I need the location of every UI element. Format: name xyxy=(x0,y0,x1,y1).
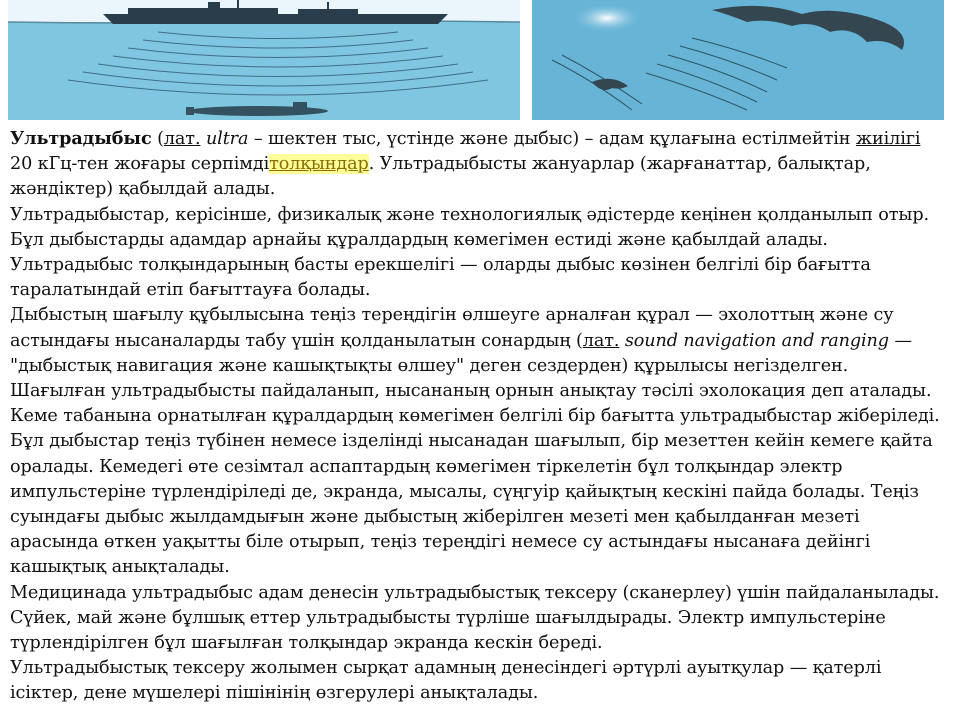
paragraph-directionality: Ультрадыбыс толқындарының басты ерекшелігі — оларды дыбыс көзінен белгілі бір бағытта таралатындай етіп бағыттауға болады. xyxy=(10,255,871,301)
link-frequency[interactable]: жиілігі xyxy=(855,129,921,149)
bat-echolocation-illustration xyxy=(532,0,944,120)
paragraph-applications: Ультрадыбыстар, керісінше, физикалық және технологиялық әдістерде кеңінен қолданылып отыр. Бұл дыбыстарды адамдар арнайы құралдардың көмегімен естиді және қабылдай алады. xyxy=(10,204,929,250)
text-run: ( xyxy=(151,129,164,149)
sonar-ship-illustration xyxy=(8,0,520,120)
link-waves[interactable]: толқындар xyxy=(269,154,369,175)
paragraph-medicine: Медицинада ультрадыбыс адам денесін ультрадыбыстық тексеру (сканерлеу) үшін пайдаланылады. Сүйек, май және бұлшық еттер ультрадыбысты түрліше шағылдырады. Электр импульстеріне түрлендірілген бұл шағылған толқындар экранда кескін береді. xyxy=(10,582,940,654)
paragraph-definition xyxy=(10,126,945,203)
sonar-acronym-expansion: sound navigation and ranging xyxy=(624,330,889,351)
text-run: 20 кГц-тен жоғары серпімді xyxy=(10,154,270,175)
text-run: . Ультрадыбысты жануарлар (жарғанаттар, балықтар, жәндіктер) қабылдай алады. xyxy=(10,154,871,200)
document-body xyxy=(10,126,945,707)
latin-word-ultra: ultra xyxy=(205,129,249,149)
paragraph-sonar xyxy=(10,303,945,580)
link-lat-sonar[interactable]: лат. xyxy=(582,330,620,351)
paragraph-diagnostics: Ультрадыбыстық тексеру жолымен сырқат адамның денесіндегі әртүрлі ауытқулар — қатерлі ісіктер, дене мүшелері пішінінің өзгерулері анықталады. xyxy=(10,658,882,704)
text-run: – шектен тыс, үстінде және дыбыс) – адам құлағына естілмейтін xyxy=(248,129,856,149)
link-lat[interactable]: лат. xyxy=(163,129,201,149)
text-run: — "дыбыстық навигация және кашықтықты өлшеу" деген сездерден) құрылысы негізделген. Шағылған ультрадыбысты пайдаланып, нысананың орнын анықтау тәсілі эхолокация деп аталады. Кеме табанына орнатылған құралдардың көмегімен белгілі бір бағытта ультрадыбыстар жіберіледі. Бұл дыбыстар теңіз түбінен немесе ізделінді нысанадан шағылып, бір мезеттен кейін кемеге қайта оралады. Кемедегі өте сезімтал аспаптардың көмегімен тіркелетін бұл толқындар электр импульстеріне түрлендіріледі де, экранда, мысалы, сүңгуір қайықтың кескіні пайда болады. Теңіз суындағы дыбыс жылдамдығын және дыбыстың жіберілген мезеті мен қабылданған мезеті арасында өткен уақытты біле отырып, теңіз тереңдігі немесе су астындағы нысанаға дейінгі кашықтық анықталады. xyxy=(10,330,940,578)
text-run: Дыбыстың шағылу құбылысына теңіз тереңдігін өлшеуге арналған құрал — эхолоттың және су астындағы нысаналарды табу үшін қолданылатын сонардың ( xyxy=(10,305,894,351)
term-ultrasound: Ультрадыбыс xyxy=(10,128,152,149)
